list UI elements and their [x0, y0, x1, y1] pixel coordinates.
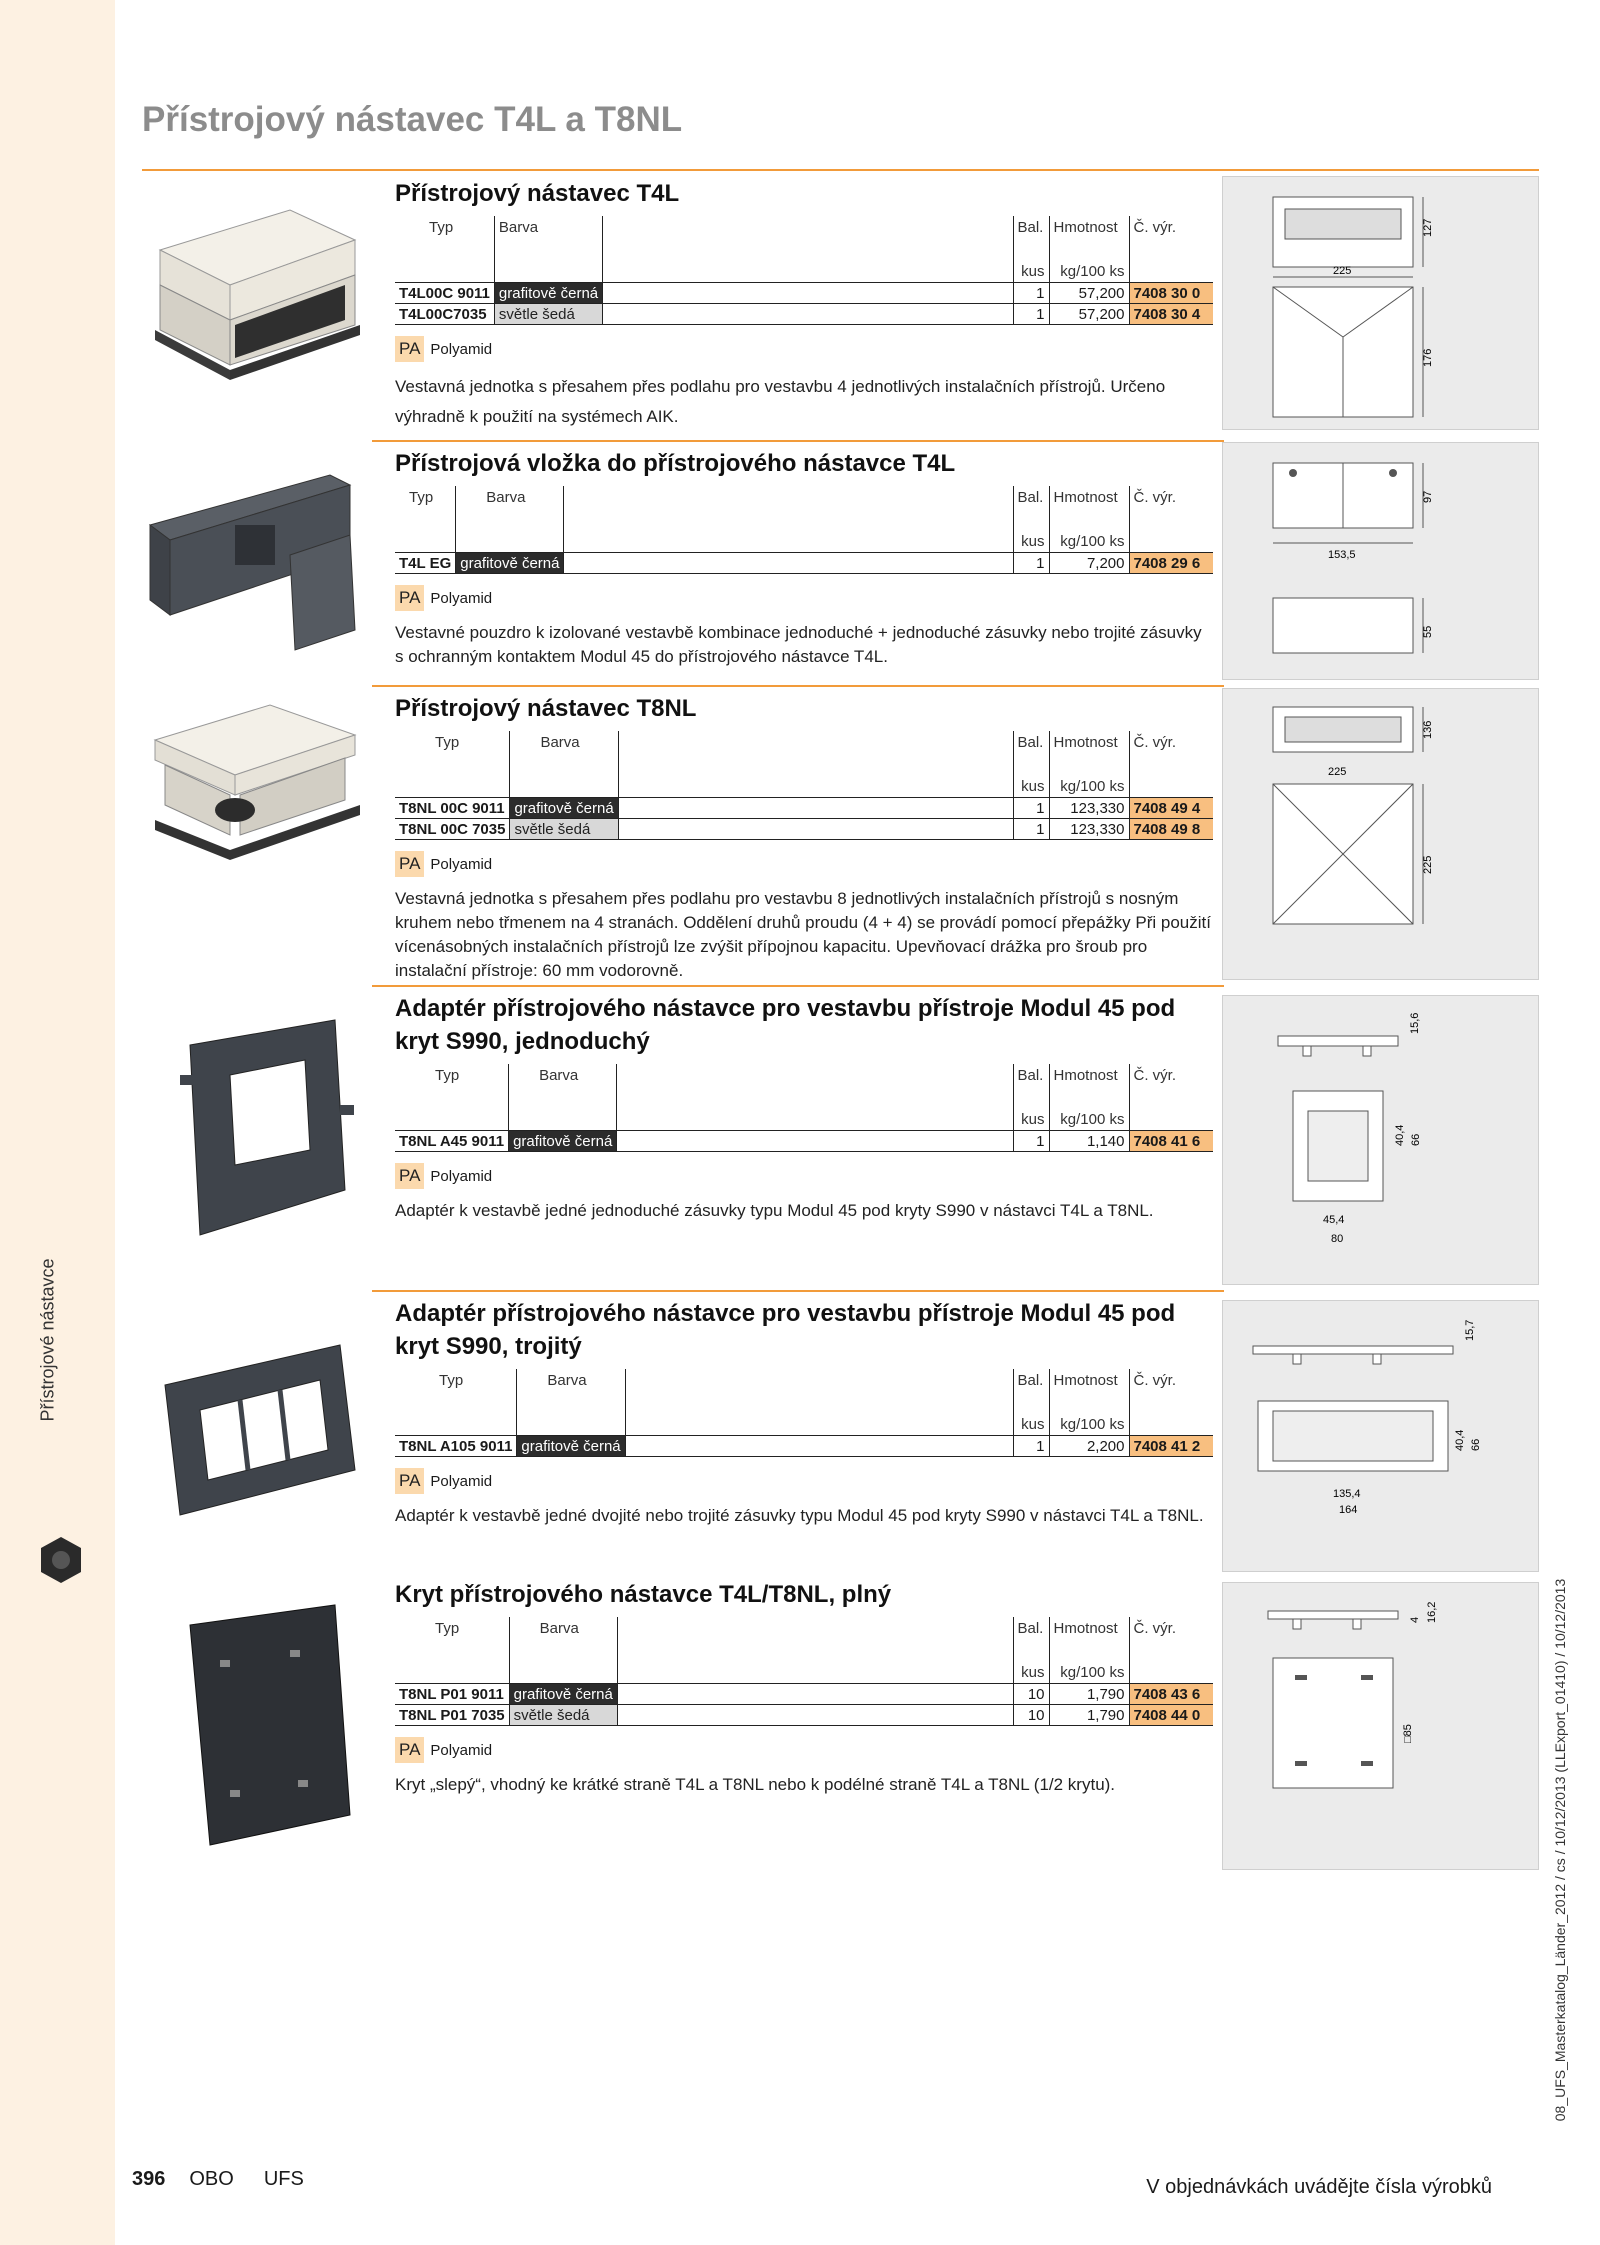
- material-row: [395, 585, 1213, 611]
- drawing-adapter-triple: [1222, 1300, 1539, 1572]
- material-name: Polyamid: [430, 855, 493, 873]
- material-name: Polyamid: [430, 340, 493, 358]
- material-row: [395, 1468, 1213, 1494]
- material-row: [395, 336, 1213, 362]
- unit-hm: kg/100 ks: [1049, 1414, 1129, 1436]
- cell-cislo: 7408 30 0: [1129, 283, 1213, 304]
- cell-bal: 1: [1013, 553, 1049, 574]
- product-table: [395, 1617, 1213, 1726]
- section-title: Přístrojová vložka do přístrojového nástavce T4L: [395, 450, 956, 477]
- col-hmotnost: Hmotnost: [1049, 1617, 1129, 1662]
- col-cislo: Č. výr.: [1129, 216, 1213, 261]
- cell-hm: 2,200: [1049, 1436, 1129, 1457]
- col-barva: Barva: [517, 1369, 625, 1414]
- page-number: 396: [132, 2168, 166, 2190]
- section-t4l-eg: [395, 447, 1213, 669]
- cell-barva: grafitově černá: [509, 1684, 617, 1705]
- cell-cislo: 7408 44 0: [1129, 1705, 1213, 1726]
- cell-bal: 1: [1013, 798, 1049, 819]
- unit-hm: kg/100 ks: [1049, 531, 1129, 553]
- cell-barva: grafitově černá: [510, 798, 618, 819]
- dim-label: 225: [1328, 766, 1347, 778]
- cell-typ: T4L00C7035: [395, 304, 494, 325]
- cell-barva: grafitově černá: [456, 553, 564, 574]
- col-typ: Typ: [435, 1067, 460, 1084]
- col-hmotnost: Hmotnost: [1049, 731, 1129, 776]
- unit-hm: kg/100 ks: [1049, 261, 1129, 283]
- product-image-adapter-triple: [150, 1330, 370, 1530]
- sidebar-category-label: Přístrojové nástavce: [37, 1258, 58, 1422]
- section-title: Kryt přístrojového nástavce T4L/T8NL, plný: [395, 1581, 892, 1608]
- cell-typ: T8NL P01 9011: [395, 1684, 509, 1705]
- section-title: Přístrojový nástavec T8NL: [395, 695, 697, 722]
- material-name: Polyamid: [430, 1167, 493, 1185]
- col-barva: Barva: [456, 486, 564, 531]
- col-typ: Typ: [409, 489, 434, 506]
- group-label: UFS: [263, 2168, 304, 2190]
- col-bal: Bal.: [1013, 731, 1049, 776]
- col-typ: Typ: [429, 219, 454, 236]
- product-table: [395, 731, 1213, 840]
- section-adapter-triple: [395, 1297, 1213, 1528]
- unit-bal: kus: [1013, 531, 1049, 553]
- dim-label: 80: [1331, 1233, 1344, 1245]
- table-row: [395, 1684, 1213, 1705]
- col-bal: Bal.: [1013, 1617, 1049, 1662]
- col-bal: Bal.: [1013, 1064, 1049, 1109]
- unit-bal: kus: [1013, 1662, 1049, 1684]
- product-image-t8nl: [140, 700, 370, 870]
- section-adapter-single: [395, 992, 1213, 1223]
- material-code: PA: [395, 1468, 424, 1494]
- material-name: Polyamid: [430, 1741, 493, 1759]
- unit-bal: kus: [1013, 1414, 1049, 1436]
- col-typ: Typ: [439, 1372, 464, 1389]
- description: Vestavná jednotka s přesahem přes podlahu pro vestavbu 8 jednotlivých instalačních přístrojů s nosným kruhem nebo třmenem na 4 stranách. Oddělení druhů proudu (4 + 4) se provádí pomocí přepážky Při použití vícenásobných instalačních přístrojů lze zvýšit přípojnou kapacitu. Upevňovací drážka pro šroub pro instalační přístroje: 60 mm vodorovně.: [395, 889, 1211, 980]
- product-image-t4l: [140, 200, 370, 390]
- title-divider: [142, 169, 1539, 171]
- dim-label: 136: [1422, 720, 1434, 739]
- cell-bal: 1: [1013, 819, 1049, 840]
- drawing-t4l-eg: [1222, 442, 1539, 680]
- cell-barva: světle šedá: [510, 819, 618, 840]
- table-row: [395, 304, 1213, 325]
- dim-label: 225: [1422, 855, 1434, 874]
- cell-barva: grafitově černá: [494, 283, 602, 304]
- dim-label: 4: [1409, 1616, 1421, 1623]
- section-title: Adaptér přístrojového nástavce pro vestavbu přístroje Modul 45 pod kryt S990, jednoduchý: [395, 995, 1176, 1055]
- dim-label: □85: [1402, 1724, 1414, 1743]
- col-hmotnost: Hmotnost: [1049, 1064, 1129, 1109]
- product-table: [395, 486, 1213, 574]
- unit-bal: kus: [1013, 776, 1049, 798]
- cell-hm: 1,790: [1049, 1684, 1129, 1705]
- cell-hm: 123,330: [1049, 819, 1129, 840]
- table-row: [395, 283, 1213, 304]
- col-cislo: Č. výr.: [1129, 1369, 1213, 1414]
- section-divider: [372, 440, 1224, 442]
- col-barva: Barva: [494, 216, 602, 261]
- cell-cislo: 7408 29 6: [1129, 553, 1213, 574]
- dim-label: 16,2: [1426, 1601, 1438, 1623]
- col-barva: Barva: [509, 1064, 617, 1109]
- cell-typ: T8NL 00C 9011: [395, 798, 510, 819]
- material-row: [395, 1163, 1213, 1189]
- description: Vestavná jednotka s přesahem přes podlahu pro vestavbu 4 jednotlivých instalačních přístrojů. Určeno výhradně k použití na systémech AIK.: [395, 377, 1166, 426]
- cell-typ: T4L00C 9011: [395, 283, 494, 304]
- section-divider: [372, 1290, 1224, 1292]
- material-code: PA: [395, 1163, 424, 1189]
- description: Adaptér k vestavbě jedné jednoduché zásuvky typu Modul 45 pod kryty S990 v nástavci T4L a T8NL.: [395, 1201, 1154, 1220]
- dim-label: 176: [1422, 348, 1434, 367]
- product-image-adapter-single: [160, 1015, 360, 1245]
- cell-typ: T8NL P01 7035: [395, 1705, 509, 1726]
- cell-barva: světle šedá: [509, 1705, 617, 1726]
- cell-bal: 10: [1013, 1705, 1049, 1726]
- dim-label: 225: [1333, 265, 1352, 277]
- col-hmotnost: Hmotnost: [1049, 486, 1129, 531]
- dim-label: 97: [1422, 490, 1434, 503]
- unit-hm: kg/100 ks: [1049, 776, 1129, 798]
- page-title: Přístrojový nástavec T4L a T8NL: [142, 100, 683, 139]
- drawing-cover: [1222, 1582, 1539, 1870]
- col-typ: Typ: [435, 1620, 460, 1637]
- export-meta: 08_UFS_Masterkatalog_Länder_2012 / cs / 10/12/2013 (LLExport_01410) / 10/12/2013: [1552, 1578, 1568, 2122]
- product-table: [395, 216, 1213, 325]
- unit-bal: kus: [1013, 261, 1049, 283]
- drawing-t4l: [1222, 176, 1539, 430]
- cell-hm: 57,200: [1049, 304, 1129, 325]
- cell-hm: 1,790: [1049, 1705, 1129, 1726]
- cell-barva: grafitově černá: [509, 1131, 617, 1152]
- product-table: [395, 1064, 1213, 1152]
- col-bal: Bal.: [1013, 486, 1049, 531]
- material-name: Polyamid: [430, 589, 493, 607]
- dim-label: 66: [1410, 1133, 1422, 1146]
- product-table: [395, 1369, 1213, 1457]
- col-hmotnost: Hmotnost: [1049, 216, 1129, 261]
- section-title: Přístrojový nástavec T4L: [395, 180, 680, 207]
- section-t4l: [395, 177, 1213, 432]
- cell-typ: T4L EG: [395, 553, 456, 574]
- cell-bal: 10: [1013, 1684, 1049, 1705]
- col-cislo: Č. výr.: [1129, 1064, 1213, 1109]
- dim-label: 45,4: [1323, 1214, 1345, 1226]
- dim-label: 40,4: [1454, 1429, 1466, 1451]
- product-image-cover: [170, 1600, 370, 1850]
- description: Adaptér k vestavbě jedné dvojité nebo trojité zásuvky typu Modul 45 pod kryty S990 v nástavci T4L a T8NL.: [395, 1506, 1204, 1525]
- col-barva: Barva: [509, 1617, 617, 1662]
- footer-left: [132, 2168, 334, 2191]
- table-row: [395, 798, 1213, 819]
- dim-label: 164: [1339, 1504, 1358, 1516]
- product-image-t4l-eg: [140, 455, 370, 655]
- dim-label: 40,4: [1394, 1124, 1406, 1146]
- dim-label: 15,7: [1464, 1319, 1476, 1341]
- sidebar-strip: [0, 0, 115, 2245]
- cell-bal: 1: [1013, 283, 1049, 304]
- dim-label: 127: [1422, 218, 1434, 237]
- col-cislo: Č. výr.: [1129, 731, 1213, 776]
- section-cover: [395, 1578, 1213, 1797]
- cell-typ: T8NL 00C 7035: [395, 819, 510, 840]
- cell-hm: 123,330: [1049, 798, 1129, 819]
- description: Kryt „slepý“, vhodný ke krátké straně T4L a T8NL nebo k podélné straně T4L a T8NL (1/2 krytu).: [395, 1775, 1116, 1794]
- dim-label: 15,6: [1409, 1012, 1421, 1034]
- cell-cislo: 7408 49 4: [1129, 798, 1213, 819]
- material-row: [395, 851, 1213, 877]
- dim-label: 153,5: [1328, 549, 1356, 561]
- unit-bal: kus: [1013, 1109, 1049, 1131]
- col-cislo: Č. výr.: [1129, 486, 1213, 531]
- col-cislo: Č. výr.: [1129, 1617, 1213, 1662]
- unit-hm: kg/100 ks: [1049, 1109, 1129, 1131]
- dim-label: 55: [1422, 625, 1434, 638]
- drawing-adapter-single: [1222, 995, 1539, 1285]
- cell-hm: 7,200: [1049, 553, 1129, 574]
- section-divider: [372, 985, 1224, 987]
- cell-cislo: 7408 43 6: [1129, 1684, 1213, 1705]
- material-row: [395, 1737, 1213, 1763]
- material-code: PA: [395, 585, 424, 611]
- col-typ: Typ: [435, 734, 460, 751]
- cell-bal: 1: [1013, 1131, 1049, 1152]
- cell-bal: 1: [1013, 1436, 1049, 1457]
- cell-cislo: 7408 41 6: [1129, 1131, 1213, 1152]
- section-title: Adaptér přístrojového nástavce pro vestavbu přístroje Modul 45 pod kryt S990, trojitý: [395, 1300, 1176, 1360]
- dim-label: 135,4: [1333, 1488, 1361, 1500]
- material-code: PA: [395, 336, 424, 362]
- cell-cislo: 7408 30 4: [1129, 304, 1213, 325]
- brand-label: OBO: [189, 2168, 234, 2190]
- dim-label: 66: [1470, 1438, 1482, 1451]
- unit-hm: kg/100 ks: [1049, 1662, 1129, 1684]
- col-barva: Barva: [510, 731, 618, 776]
- material-code: PA: [395, 1737, 424, 1763]
- section-divider: [372, 685, 1224, 687]
- table-row: [395, 1436, 1213, 1457]
- drawing-t8nl: [1222, 688, 1539, 980]
- col-hmotnost: Hmotnost: [1049, 1369, 1129, 1414]
- material-name: Polyamid: [430, 1472, 493, 1490]
- table-row: [395, 553, 1213, 574]
- nut-icon: [36, 1535, 86, 1585]
- table-row: [395, 1705, 1213, 1726]
- cell-bal: 1: [1013, 304, 1049, 325]
- material-code: PA: [395, 851, 424, 877]
- section-t8nl: [395, 692, 1213, 983]
- col-bal: Bal.: [1013, 1369, 1049, 1414]
- cell-hm: 1,140: [1049, 1131, 1129, 1152]
- col-bal: Bal.: [1013, 216, 1049, 261]
- table-row: [395, 1131, 1213, 1152]
- table-row: [395, 819, 1213, 840]
- cell-hm: 57,200: [1049, 283, 1129, 304]
- cell-typ: T8NL A45 9011: [395, 1131, 509, 1152]
- cell-typ: T8NL A105 9011: [395, 1436, 517, 1457]
- footer-note: V objednávkách uvádějte čísla výrobků: [1146, 2176, 1492, 2198]
- cell-cislo: 7408 49 8: [1129, 819, 1213, 840]
- description: Vestavné pouzdro k izolované vestavbě kombinace jednoduché + jednoduché zásuvky nebo trojité zásuvky s ochranným kontaktem Modul 45 do přístrojového nástavce T4L.: [395, 623, 1202, 666]
- cell-cislo: 7408 41 2: [1129, 1436, 1213, 1457]
- cell-barva: grafitově černá: [517, 1436, 625, 1457]
- cell-barva: světle šedá: [494, 304, 602, 325]
